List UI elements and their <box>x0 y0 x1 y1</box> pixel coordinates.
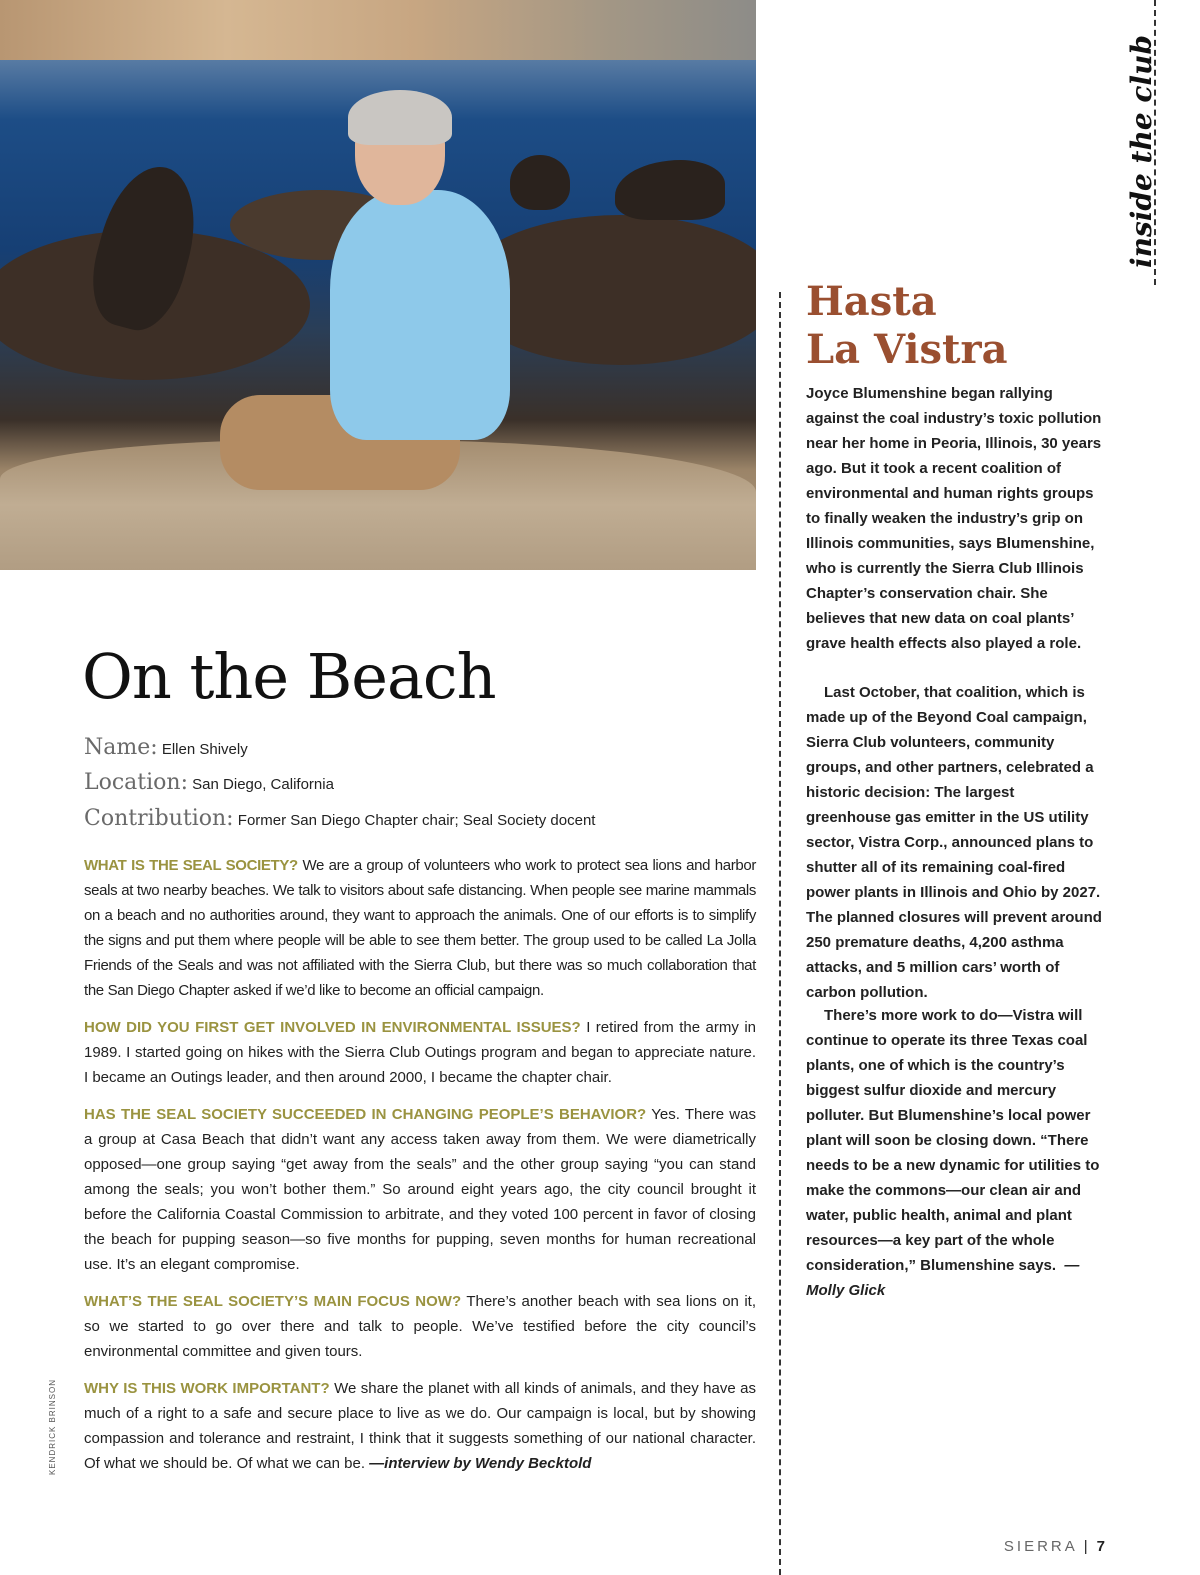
qa-question: WHY IS THIS WORK IMPORTANT? <box>84 1380 330 1397</box>
person-hair <box>348 90 452 145</box>
cliff-backdrop <box>0 0 756 60</box>
interview-signature: —interview by Wendy Becktold <box>369 1455 592 1472</box>
story-text: There’s more work to do—Vistra will continue to operate its three Texas coal plants, one of which is the country’s biggest sulfur dioxide and mercury polluter. But Blumenshine’s local power plant will soon be closing down. “There needs to be a new dynamic for utilities to make the commons—our clean air and water, public health, animal and plant resources—a key part of the whole consideration,” Blumenshine says. <box>806 1007 1100 1274</box>
qa-answer: There’s another beach with sea lions on it, so we started to go over there and talk to people. We’ve testified before the city council’s environmental committee and given tours. <box>84 1293 756 1360</box>
qa-block <box>84 1376 756 1476</box>
column-divider <box>779 292 781 1575</box>
qa-answer: Yes. There was a group at Casa Beach that didn’t want any access taken away from them. We were diametrically opposed—one group saying “get away from the seals” and the other group saying “you can stand among the seals; you won’t bother them.” So around eight years ago, the city council brought it before the California Coastal Commission to arbitrate, and they voted 100 percent in favor of closing the beach for pupping season—so five months for pupping, seven months for human recreational use. It’s an elegant compromise. <box>84 1106 756 1273</box>
article-title: On the Beach <box>82 640 496 713</box>
meta-value: Ellen Shively <box>161 741 248 758</box>
meta-location <box>84 770 334 795</box>
qa-answer: We are a group of volunteers who work to protect sea lions and harbor seals at two nearby beaches. We talk to visitors about safe distancing. When people see marine mammals on a beach and no authorities around, they want to approach the animals. One of our efforts is to simplify the signs and put them where people will be able to see them better. The group used to be called La Jolla Friends of the Seals and was not affiliated with the Sierra Club, but there was so much collaboration that the San Diego Chapter asked if we’d like to become an official campaign. <box>84 857 756 999</box>
meta-key: Contribution: <box>84 806 234 831</box>
qa-question: WHAT IS THE SEAL SOCIETY? <box>84 857 298 874</box>
section-label-text: inside the club <box>1125 34 1158 268</box>
qa-block <box>84 1015 756 1090</box>
story-paragraph: Joyce Blumenshine began rallying against the coal industry’s toxic pollution near her home in Peoria, Illinois, 30 years ago. But it took a recent coalition of environmental and human rights groups to finally weaken the industry’s grip on Illinois communities, says Blumenshine, who is currently the Sierra Club Illinois Chapter’s conservation chair. She believes that new data on coal plants’ grave health effects also played a role. <box>806 385 1102 652</box>
person-shirt <box>330 190 510 440</box>
story-signature: —Molly Glick <box>806 1257 1080 1299</box>
qa-question: WHAT’S THE SEAL SOCIETY’S MAIN FOCUS NOW? <box>84 1293 462 1310</box>
headline-line: Hasta <box>806 278 937 325</box>
qa-block <box>84 1102 756 1277</box>
photo-credit <box>48 1378 62 1475</box>
qa-block <box>84 1289 756 1364</box>
section-label <box>1125 0 1157 290</box>
story-paragraph: Last October, that coalition, which is made up of the Beyond Coal campaign, Sierra Club volunteers, community groups, and other partners, celebrated a historic decision: The largest greenhouse gas emitter in the US utility sector, Vistra Corp., announced plans to shutter all of its remaining coal-fired power plants in Illinois and Ohio by 2027. The planned closures will prevent around 250 premature deaths, 4,200 asthma attacks, and 5 million cars’ worth of carbon pollution. <box>806 684 1102 1001</box>
qa-block <box>84 853 756 1003</box>
meta-key: Name: <box>84 735 158 760</box>
page-number: 7 <box>1096 1538 1105 1555</box>
footer-separator: | <box>1083 1538 1091 1555</box>
qa-answer: We share the planet with all kinds of animals, and they have as much of a right to a safe and secure place to live as we do. Our campaign is local, but by showing compassion and tolerance and restraint, I think that it suggests something of our national character. Of what we should be. Of what we can be. <box>84 1380 756 1472</box>
meta-contribution <box>84 806 595 831</box>
qa-question: HOW DID YOU FIRST GET INVOLVED IN ENVIRONMENTAL ISSUES? <box>84 1019 581 1036</box>
story-paragraph <box>806 1003 1102 1303</box>
sidebar-headline <box>806 278 1136 374</box>
sea-lion <box>510 155 570 210</box>
section-label-rule <box>1154 0 1156 285</box>
hero-photo <box>0 0 756 570</box>
meta-value: San Diego, California <box>192 776 334 793</box>
sea-lion <box>615 160 725 220</box>
page-footer <box>1004 1538 1105 1555</box>
photo-credit-text: KENDRICK BRINSON <box>48 1378 57 1475</box>
qa-answer: I retired from the army in 1989. I started going on hikes with the Sierra Club Outings program and began to appreciate nature. I became an Outings leader, and then around 2000, I became the chapter chair. <box>84 1019 756 1086</box>
qa-question: HAS THE SEAL SOCIETY SUCCEEDED IN CHANGING PEOPLE’S BEHAVIOR? <box>84 1106 647 1123</box>
meta-name <box>84 735 248 760</box>
meta-value: Former San Diego Chapter chair; Seal Society docent <box>237 812 596 829</box>
magazine-name: SIERRA <box>1003 1538 1078 1555</box>
meta-key: Location: <box>84 770 188 795</box>
headline-line: La Vistra <box>806 326 1008 373</box>
